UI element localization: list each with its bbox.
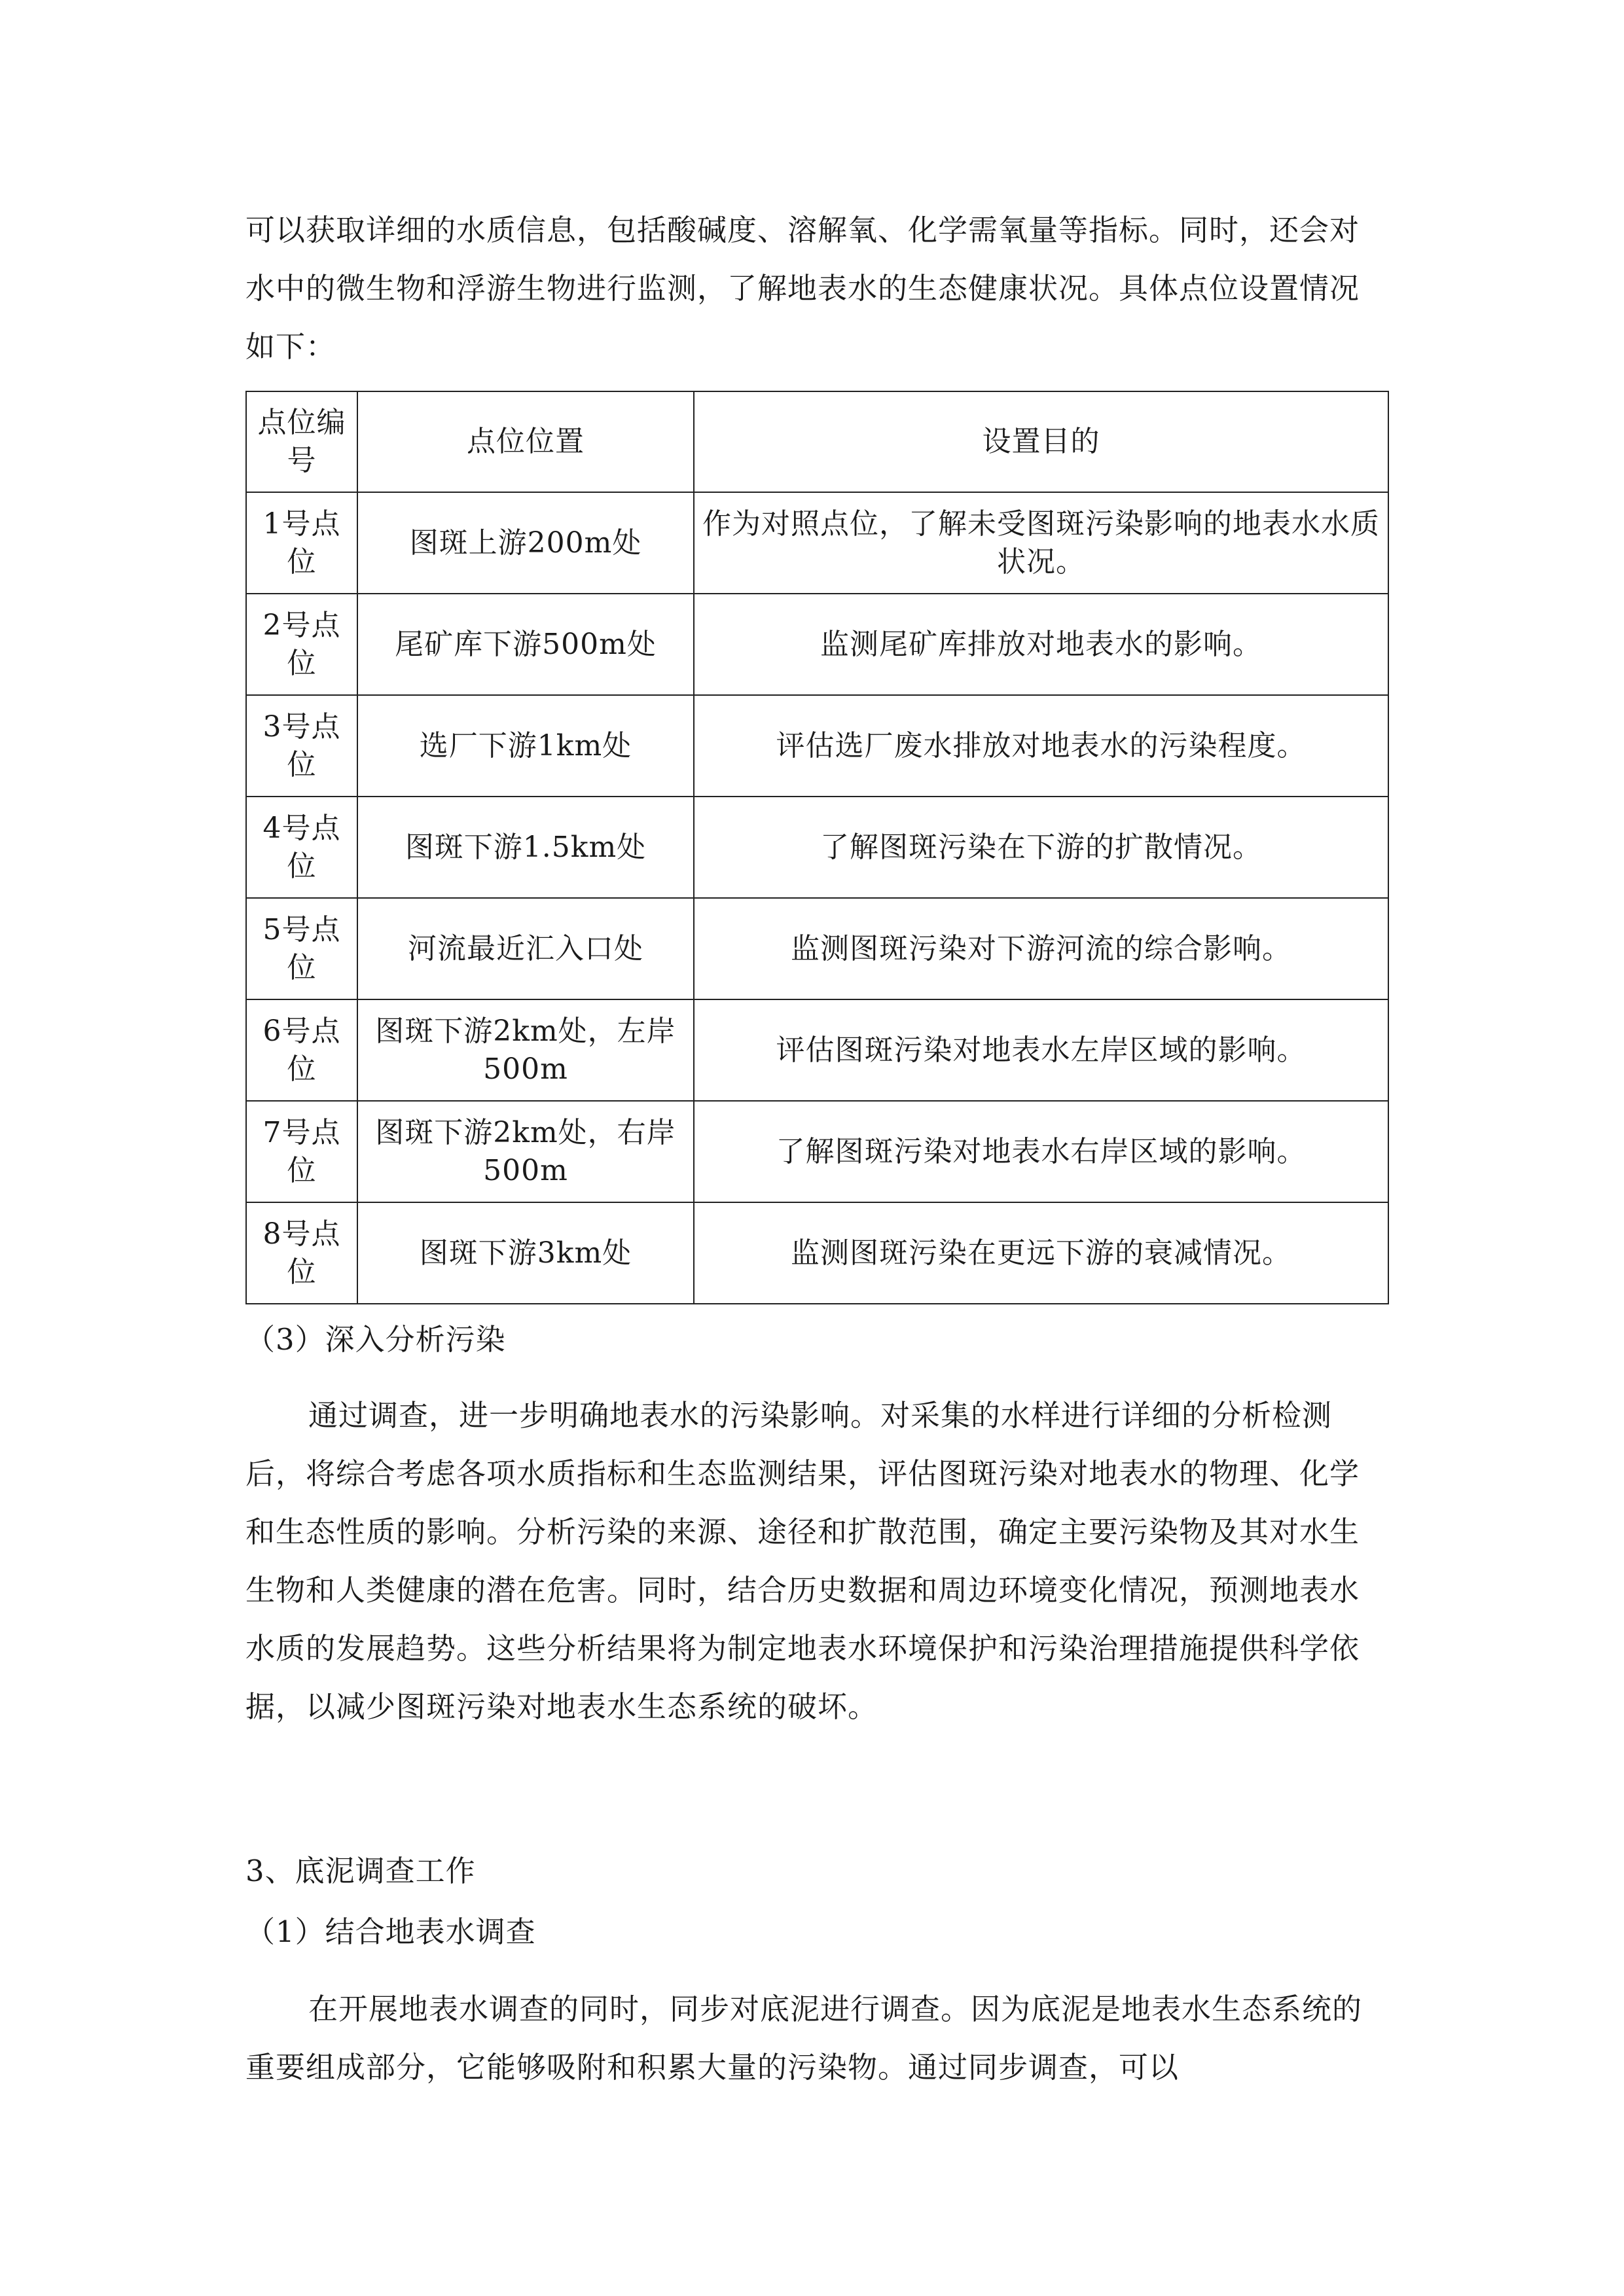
point-location: 图斑上游200m处 <box>357 492 694 594</box>
point-location: 图斑下游1.5km处 <box>357 797 694 898</box>
point-purpose: 监测图斑污染在更远下游的衰减情况。 <box>694 1202 1388 1304</box>
point-location: 图斑下游2km处，右岸500m <box>357 1101 694 1202</box>
table-header-row <box>246 391 1388 492</box>
point-location: 图斑下游2km处，左岸500m <box>357 999 694 1101</box>
point-location: 选厂下游1km处 <box>357 695 694 797</box>
point-purpose: 了解图斑污染在下游的扩散情况。 <box>694 797 1388 898</box>
point-location: 河流最近汇入口处 <box>357 898 694 999</box>
point-purpose: 评估图斑污染对地表水左岸区域的影响。 <box>694 999 1388 1101</box>
table-row <box>246 1101 1388 1202</box>
table-row <box>246 695 1388 797</box>
header-purpose: 设置目的 <box>694 391 1388 492</box>
table-row <box>246 492 1388 594</box>
point-purpose: 作为对照点位，了解未受图斑污染影响的地表水水质状况。 <box>694 492 1388 594</box>
point-id: 5号点位 <box>246 898 357 999</box>
chapter-heading-sediment: 3、底泥调查工作 <box>245 1854 476 1888</box>
combined-survey-paragraph: 在开展地表水调查的同时，同步对底泥进行调查。因为底泥是地表水生态系统的重要组成部分，它能够吸附和积累大量的污染物。通过同步调查，可以 <box>245 1992 1363 2085</box>
section-heading-deep-analysis: （3）深入分析污染 <box>245 1322 506 1357</box>
point-id: 2号点位 <box>246 594 357 695</box>
table-row <box>246 999 1388 1101</box>
header-point-location: 点位位置 <box>357 391 694 492</box>
header-point-id: 点位编号 <box>246 391 357 492</box>
monitoring-points-table <box>245 391 1389 1304</box>
intro-paragraph: 可以获取详细的水质信息，包括酸碱度、溶解氧、化学需氧量等指标。同时，还会对水中的微生物和浮游生物进行监测，了解地表水的生态健康状况。具体点位设置情况如下： <box>245 213 1360 364</box>
table-row <box>246 1202 1388 1304</box>
table-row <box>246 797 1388 898</box>
point-location: 图斑下游3km处 <box>357 1202 694 1304</box>
point-id: 3号点位 <box>246 695 357 797</box>
point-id: 6号点位 <box>246 999 357 1101</box>
point-purpose: 了解图斑污染对地表水右岸区域的影响。 <box>694 1101 1388 1202</box>
point-purpose: 评估选厂废水排放对地表水的污染程度。 <box>694 695 1388 797</box>
point-purpose: 监测尾矿库排放对地表水的影响。 <box>694 594 1388 695</box>
point-purpose: 监测图斑污染对下游河流的综合影响。 <box>694 898 1388 999</box>
point-id: 7号点位 <box>246 1101 357 1202</box>
table-row <box>246 594 1388 695</box>
deep-analysis-paragraph: 通过调查，进一步明确地表水的污染影响。对采集的水样进行详细的分析检测后，将综合考虑各项水质指标和生态监测结果，评估图斑污染对地表水的物理、化学和生态性质的影响。分析污染的来源、途径和扩散范围，确定主要污染物及其对水生生物和人类健康的潜在危害。同时，结合历史数据和周边环境变化情况，预测地表水水质的发展趋势。这些分析结果将为制定地表水环境保护和污染治理措施提供科学依据，以减少图斑污染对地表水生态系统的破坏。 <box>245 1398 1360 1724</box>
section-heading-combined-survey: （1）结合地表水调查 <box>245 1914 536 1949</box>
point-id: 8号点位 <box>246 1202 357 1304</box>
table-row <box>246 898 1388 999</box>
point-id: 4号点位 <box>246 797 357 898</box>
point-location: 尾矿库下游500m处 <box>357 594 694 695</box>
point-id: 1号点位 <box>246 492 357 594</box>
